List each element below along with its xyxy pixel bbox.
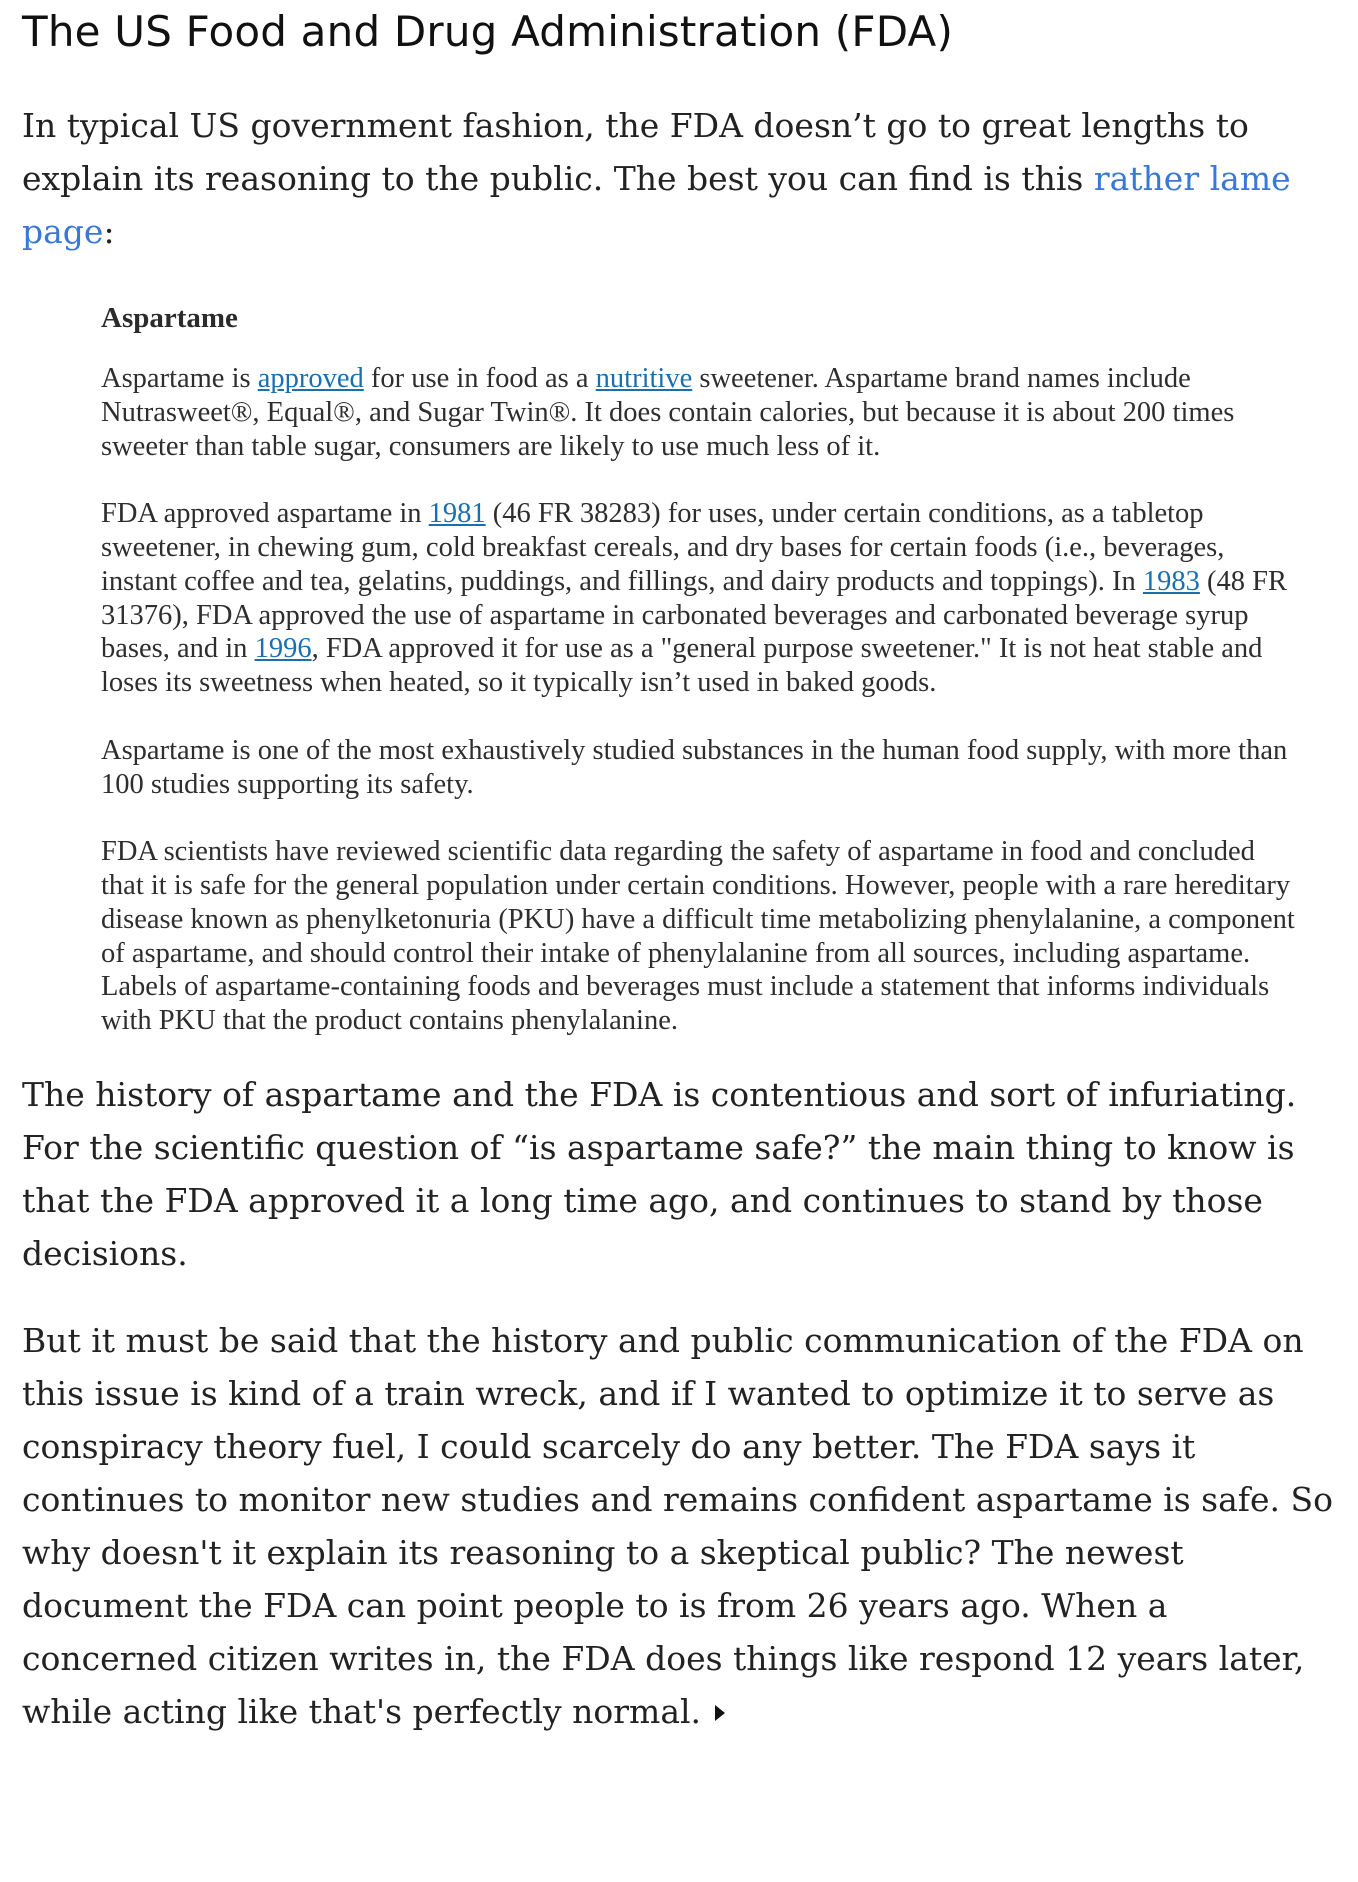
- quote-text: (48 FR 31376), FDA approved the use of aspartame in carbonated beverages and carbonated beverage syrup bases, and in: [101, 565, 1287, 665]
- rather-lame-page-link[interactable]: rather lame page: [22, 159, 1291, 251]
- link-1981[interactable]: 1981: [428, 498, 486, 530]
- link-1983[interactable]: 1983: [1142, 565, 1200, 597]
- footnote-expand-icon[interactable]: [715, 1705, 725, 1721]
- approved-link[interactable]: approved: [257, 363, 364, 394]
- quote-text: (46 FR 38283) for uses, under certain conditions, as a tabletop sweetener, in chewing gum, cold breakfast cereals, and dry bases for certain foods (i.e., beverages, instant coffee and tea, gelatins, puddings, and fillings, and dairy products and toppings). In: [101, 498, 1225, 597]
- quote-paragraph-3: Aspartame is one of the most exhaustively studied substances in the human food supply, with more than 100 studies supporting its safety.: [101, 734, 1288, 800]
- communication-text: But it must be said that the history and public communication of the FDA on this issue is kind of a train wreck, and if I wanted to optimize it to serve as conspiracy theory fuel, I could scarcely do any better. The FDA says it continues to monitor new studies and remains confident aspartame is safe. So why doesn't it explain its reasoning to a skeptical public? The newest document the FDA can point people to is from 26 years ago. When a concerned citizen writes in, the FDA does things like respond 12 years later, while acting like that's perfectly normal.: [22, 1320, 1333, 1731]
- intro-paragraph: [22, 99, 1342, 258]
- nutritive-link[interactable]: nutritive: [595, 363, 693, 394]
- history-paragraph: The history of aspartame and the FDA is contentious and sort of infuriating. For the scientific question of “is aspartame safe?” the main thing to know is that the FDA approved it a long time ago, and continues to stand by those decisions.: [22, 1074, 1297, 1273]
- quote-text: Aspartame is: [101, 363, 258, 394]
- quote-paragraph-4: FDA scientists have reviewed scientific data regarding the safety of aspartame in food and concluded that it is safe for the general population under certain conditions. However, people with a rare hereditary disease known as phenylketonuria (PKU) have a difficult time metabolizing phenylalanine, a component of aspartame, and should control their intake of phenylalanine from all sources, including aspartame. Labels of aspartame-containing foods and beverages must include a statement that informs individuals with PKU that the product contains phenylalanine.: [101, 836, 1295, 1037]
- section-heading: The US Food and Drug Administration (FDA): [22, 7, 954, 56]
- fda-quote-block: [101, 298, 1301, 1038]
- communication-paragraph: [22, 1314, 1342, 1738]
- quote-text: sweetener. Aspartame brand names include Nutrasweet®, Equal®, and Sugar Twin®. It does contain calories, but because it is about 200 times sweeter than table sugar, consumers are likely to use much less of it.: [101, 363, 1235, 462]
- quote-paragraph-1: [101, 362, 1301, 463]
- quote-title: Aspartame: [101, 302, 238, 334]
- link-1996[interactable]: 1996: [254, 633, 312, 665]
- quote-text: for use in food as a: [363, 363, 596, 394]
- intro-colon: :: [103, 212, 115, 251]
- quote-text: , FDA approved it for use as a "general purpose sweetener." It is not heat stable and loses its sweetness when heated, so it typically isn’t used in baked goods.: [101, 633, 1263, 699]
- article-section: [22, 0, 1342, 1738]
- intro-text: In typical US government fashion, the FDA doesn’t go to great lengths to explain its reasoning to the public. The best you can find is this: [22, 106, 1249, 198]
- quote-text: FDA approved aspartame in: [101, 498, 429, 530]
- quote-paragraph-2: [101, 497, 1301, 700]
